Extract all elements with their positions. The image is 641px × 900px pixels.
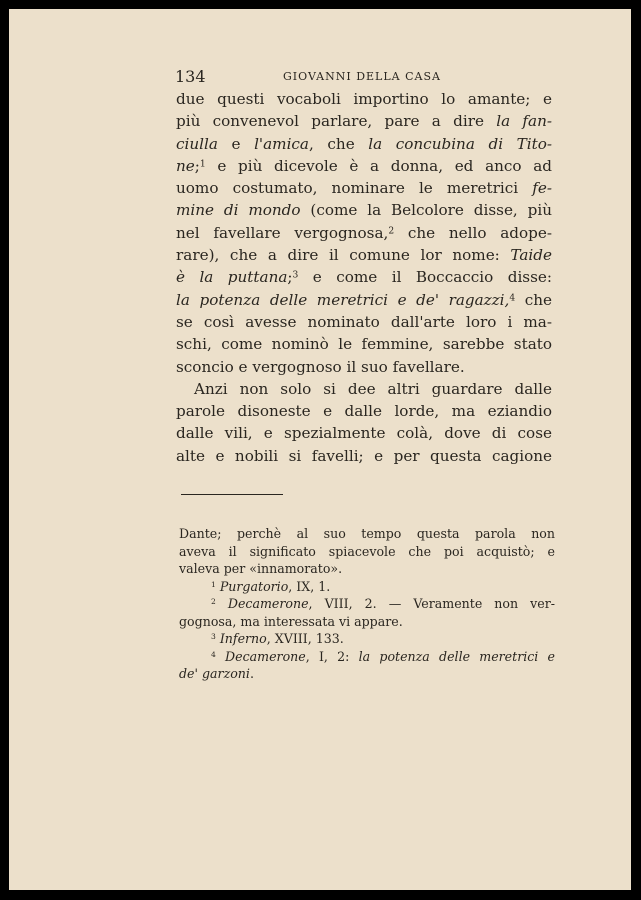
footnote-line: $^4$ Decamerone, I, 2: la potenza delle meretrici e (211, 648, 556, 664)
text-line: dalle vili, e spezialmente colà, dove di cose (176, 424, 552, 443)
footnotes (179, 525, 555, 683)
footnote-ref: 3 (292, 270, 299, 281)
text-line: mine di mondo (come la Belcolore disse, più (176, 201, 552, 220)
text-line: rare), che a dire il comune lor nome: Taide (176, 246, 552, 265)
footnote-line: gognosa, ma interessata vi appare. (179, 613, 403, 629)
text-line: due questi vocaboli importino lo amante; e (176, 90, 552, 108)
text-line: ciulla e l'amica, che la concubina di Tito- (176, 134, 552, 153)
text-line: alte e nobili si favelli; e per questa cagione (176, 446, 552, 465)
footnote-line: $^1$ Purgatorio, IX, 1. (211, 578, 331, 594)
book-page (9, 9, 631, 890)
text-line: più convenevol parlare, pare a dire la fan- (176, 112, 552, 131)
footnote-number: 2 (211, 597, 216, 607)
text-line: nel favellare vergognosa,$^2$ che nello adope- (176, 223, 552, 242)
running-title: GIOVANNI DELLA CASA (283, 70, 441, 83)
text-line: Anzi non solo si dee altri guardare dalle (194, 379, 552, 398)
footnote-line: de' garzoni. (179, 666, 254, 681)
footnote-number: 1 (211, 579, 216, 589)
footnote-ref: 2 (388, 226, 395, 237)
footnote-number: 4 (211, 649, 216, 659)
footnote-ref: 4 (509, 293, 516, 304)
footnote-line: valeva per «innamorato». (179, 561, 343, 576)
footnote-line: $^3$ Inferno, XVIII, 133. (211, 631, 344, 646)
text-line: è la puttana;$^3$ e come il Boccaccio disse: (176, 268, 552, 287)
footnote-line: $^2$ Decamerone, VIII, 2. — Veramente non ver- (211, 596, 555, 611)
text-line: sconcio e vergognoso il suo favellare. (176, 357, 465, 376)
footnote-rule (181, 494, 283, 495)
footnote-line: Dante; perchè al suo tempo questa parola non (179, 526, 555, 541)
footnote-number: 3 (211, 632, 216, 642)
text-line: se così avesse nominato dall'arte loro i ma- (176, 312, 552, 331)
text-line: uomo costumato, nominare le meretrici fe- (176, 179, 552, 198)
page-number: 134 (175, 67, 206, 86)
text-line: schi, come nominò le femmine, sarebbe stato (176, 335, 552, 354)
footnote-ref: 1 (199, 159, 206, 170)
main-text (176, 88, 552, 467)
text-line: parole disoneste e dalle lorde, ma eziandio (176, 402, 552, 421)
footnote-line: aveva il significato spiacevole che poi acquistò; e (179, 543, 555, 559)
text-line: ne;$^1$ e più dicevole è a donna, ed anco ad (176, 156, 552, 175)
text-line: la potenza delle meretrici e de' ragazzi,$^4$ che (176, 290, 552, 309)
